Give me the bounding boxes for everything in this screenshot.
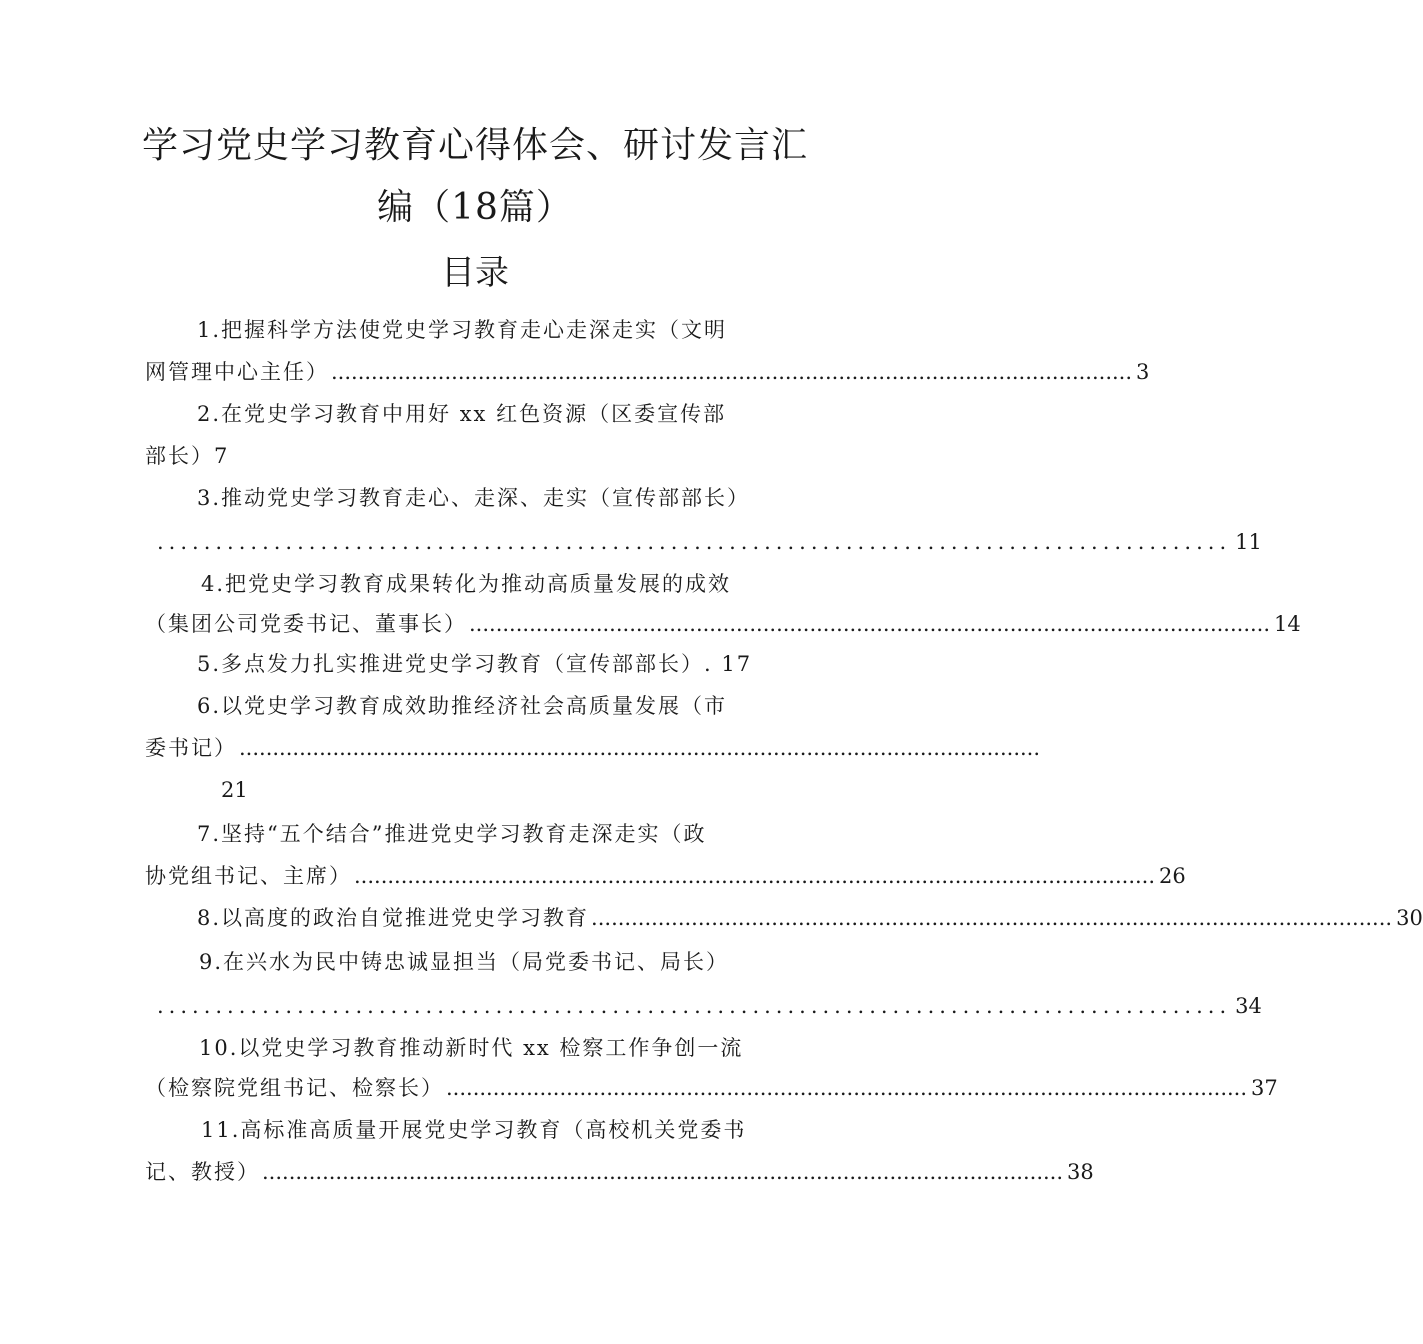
page-number: 37 bbox=[1251, 1076, 1278, 1100]
toc-entry-text: 3.推动党史学习教育走心、走深、走实（宣传部部长） bbox=[197, 486, 751, 510]
document-title-line1: 学习党史学习教育心得体会、研讨发言汇 bbox=[141, 125, 808, 166]
document-title-line2: 编（18篇） bbox=[377, 187, 573, 228]
toc-entry-6-line1[interactable] bbox=[145, 686, 807, 726]
page-number: 11 bbox=[1235, 530, 1262, 554]
toc-entry-text: （检察院党组书记、检察长） bbox=[145, 1076, 444, 1100]
toc-entry-8-line1[interactable] bbox=[145, 898, 1423, 938]
toc-entry-2-line1[interactable] bbox=[145, 394, 807, 434]
leader-dots: ........................................................................................................................ bbox=[239, 736, 1041, 760]
toc-entry-1-line1[interactable] bbox=[145, 310, 807, 350]
toc-entry-7-line1[interactable] bbox=[145, 814, 807, 854]
leader-dots: ............................................................................................ bbox=[157, 530, 1232, 554]
toc-entry-text: 协党组书记、主席） bbox=[145, 864, 352, 888]
toc-entry-3-line2[interactable] bbox=[145, 522, 1262, 562]
leader-dots: ........................................................................................................................ bbox=[331, 360, 1133, 384]
toc-entry-text: 网管理中心主任） bbox=[145, 360, 329, 384]
toc-entry-2-line2[interactable] bbox=[145, 436, 807, 476]
page-number: 14 bbox=[1274, 612, 1301, 636]
toc-entry-3-line1[interactable] bbox=[145, 478, 807, 518]
toc-entry-9-line1[interactable] bbox=[145, 942, 807, 982]
page-number: 3 bbox=[1136, 360, 1150, 384]
toc-entry-text: 6.以党史学习教育成效助推经济社会高质量发展（市 bbox=[197, 694, 728, 718]
toc-entry-11-line1[interactable] bbox=[145, 1110, 807, 1150]
toc-entry-10-line2[interactable] bbox=[145, 1068, 1278, 1108]
leader-dots: ........................................................................................................................ bbox=[354, 864, 1156, 888]
toc-entry-text: 5.多点发力扎实推进党史学习教育（宣传部部长）. 17 bbox=[197, 652, 753, 676]
toc-entry-9-line2[interactable] bbox=[145, 986, 1262, 1026]
leader-dots: ........................................................................................................................ bbox=[591, 906, 1393, 930]
page-number: 21 bbox=[221, 778, 248, 802]
toc-entry-text: （集团公司党委书记、董事长） bbox=[145, 612, 467, 636]
toc-entry-4-line1[interactable] bbox=[145, 564, 807, 604]
toc-entry-text: 2.在党史学习教育中用好 xx 红色资源（区委宣传部 bbox=[197, 402, 727, 426]
toc-entry-6-page-line[interactable] bbox=[145, 770, 807, 810]
toc-heading: 目录 bbox=[441, 253, 509, 293]
toc-entry-text: 部长）7 bbox=[145, 444, 230, 468]
toc-entry-4-line2[interactable] bbox=[145, 604, 1301, 644]
toc-entry-text: 委书记） bbox=[145, 736, 237, 760]
toc-entry-text: 8.以高度的政治自觉推进党史学习教育 bbox=[197, 906, 590, 930]
page-number: 34 bbox=[1235, 994, 1262, 1018]
page-number: 30 bbox=[1396, 906, 1423, 930]
toc-entry-1-line2[interactable] bbox=[145, 352, 1150, 392]
page-number: 26 bbox=[1159, 864, 1186, 888]
toc-entry-text: 1.把握科学方法使党史学习教育走心走深走实（文明 bbox=[197, 318, 728, 342]
toc-entry-10-line1[interactable] bbox=[145, 1028, 807, 1068]
toc-entry-11-line2[interactable] bbox=[145, 1152, 1094, 1192]
leader-dots: ........................................................................................................................ bbox=[262, 1160, 1064, 1184]
toc-entry-7-line2[interactable] bbox=[145, 856, 1186, 896]
toc-entry-text: 9.在兴水为民中铸忠诚显担当（局党委书记、局长） bbox=[199, 950, 730, 974]
toc-entry-text: 4.把党史学习教育成果转化为推动高质量发展的成效 bbox=[201, 572, 732, 596]
leader-dots: ........................................................................................................................ bbox=[469, 612, 1271, 636]
toc-entry-text: 记、教授） bbox=[145, 1160, 260, 1184]
toc-entry-text: 11.高标准高质量开展党史学习教育（高校机关党委书 bbox=[201, 1118, 747, 1142]
toc-entry-6-line2[interactable] bbox=[145, 728, 1041, 768]
page-number: 38 bbox=[1067, 1160, 1094, 1184]
toc-entry-text: 7.坚持“五个结合”推进党史学习教育走深走实（政 bbox=[197, 822, 707, 846]
toc-entry-text: 10.以党史学习教育推动新时代 xx 检察工作争创一流 bbox=[199, 1036, 744, 1060]
leader-dots: ........................................................................................................................ bbox=[446, 1076, 1248, 1100]
toc-entry-5-line1[interactable] bbox=[145, 644, 807, 684]
leader-dots: ............................................................................................ bbox=[157, 994, 1232, 1018]
